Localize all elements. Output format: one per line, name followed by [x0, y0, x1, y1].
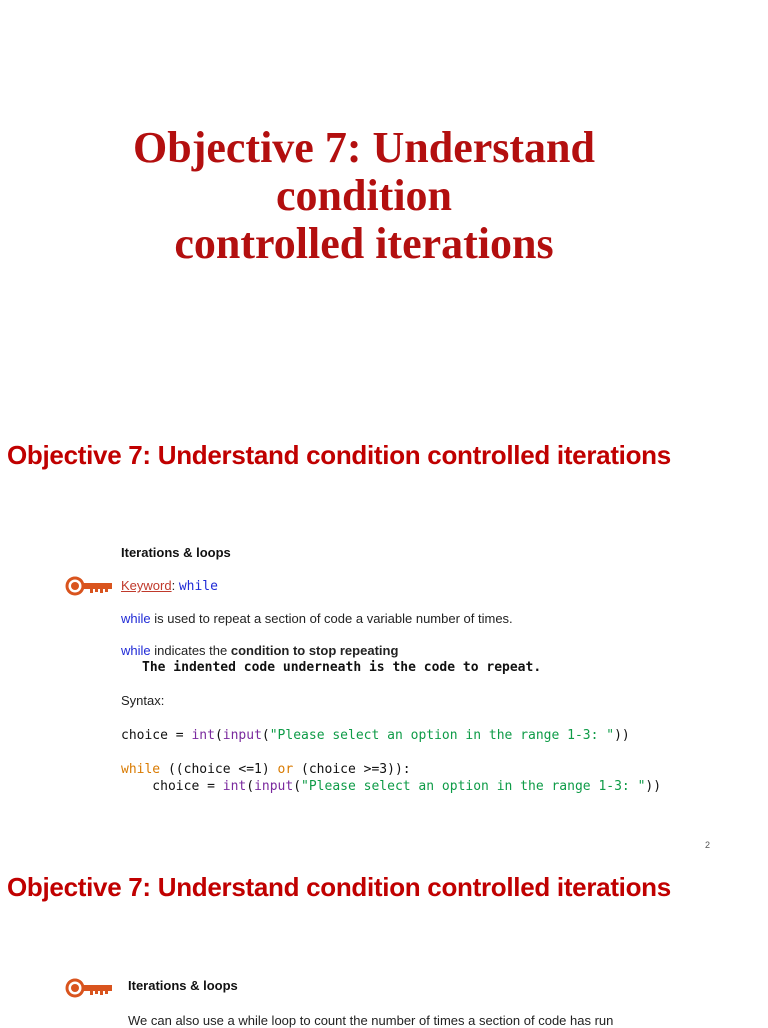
description-line-2	[121, 643, 398, 658]
key-icon	[64, 976, 114, 1000]
code-token: (	[246, 779, 255, 794]
section-title: Iterations & loops	[121, 545, 231, 560]
code-line-2	[121, 762, 411, 777]
slide-title	[0, 124, 728, 268]
code-token: choice =	[121, 728, 192, 743]
key-icon	[64, 574, 114, 598]
code-token: (	[214, 728, 223, 743]
code-token-keyword: while	[121, 762, 161, 777]
description-text: is used to repeat a section of code a variable number of times.	[150, 611, 513, 626]
code-token: choice =	[121, 779, 223, 794]
indented-code-note: The indented code underneath is the code to repeat.	[142, 660, 542, 675]
description-line-1	[121, 611, 513, 626]
syntax-label: Syntax:	[121, 693, 165, 708]
code-token-builtin: input	[222, 728, 262, 743]
slide-heading: Objective 7: Understand condition controlled iterations	[7, 440, 671, 470]
code-token: ))	[614, 728, 630, 743]
code-token-builtin: int	[222, 779, 247, 794]
title-line-3: controlled iterations	[174, 219, 554, 268]
code-token: ((choice <=1)	[160, 762, 278, 777]
code-token: ))	[645, 779, 662, 794]
keyword-value: while	[178, 579, 218, 594]
content-slide-2	[0, 412, 768, 852]
code-token: (	[261, 728, 270, 743]
description-line-1: We can also use a while loop to count the number of times a section of code has run	[128, 1013, 614, 1028]
condition-text: condition to stop repeating	[230, 643, 399, 658]
keyword-colon: :	[171, 578, 176, 593]
code-token-keyword: or	[277, 762, 294, 777]
section-title: Iterations & loops	[128, 978, 238, 993]
title-line-1: Objective 7: Understand	[133, 123, 595, 172]
description-text: indicates the	[150, 643, 231, 658]
page-number: 2	[704, 840, 710, 850]
code-token-string: "Please select an option in the range 1-3: "	[269, 728, 615, 743]
title-slide	[0, 0, 768, 412]
code-token-builtin: int	[191, 728, 215, 743]
while-keyword: while	[121, 611, 151, 626]
code-line-1	[121, 728, 630, 743]
code-token-builtin: input	[254, 779, 294, 794]
while-keyword: while	[121, 643, 151, 658]
code-token: (	[293, 779, 302, 794]
keyword-label: Keyword	[121, 578, 172, 593]
code-token: (choice >=3)):	[293, 762, 411, 777]
title-line-2: condition	[275, 171, 453, 220]
slide-heading: Objective 7: Understand condition controlled iterations	[7, 872, 671, 902]
code-line-3	[121, 779, 661, 794]
content-slide-3	[0, 852, 768, 1028]
keyword-line	[121, 578, 218, 594]
code-token-string: "Please select an option in the range 1-3: "	[301, 779, 646, 794]
